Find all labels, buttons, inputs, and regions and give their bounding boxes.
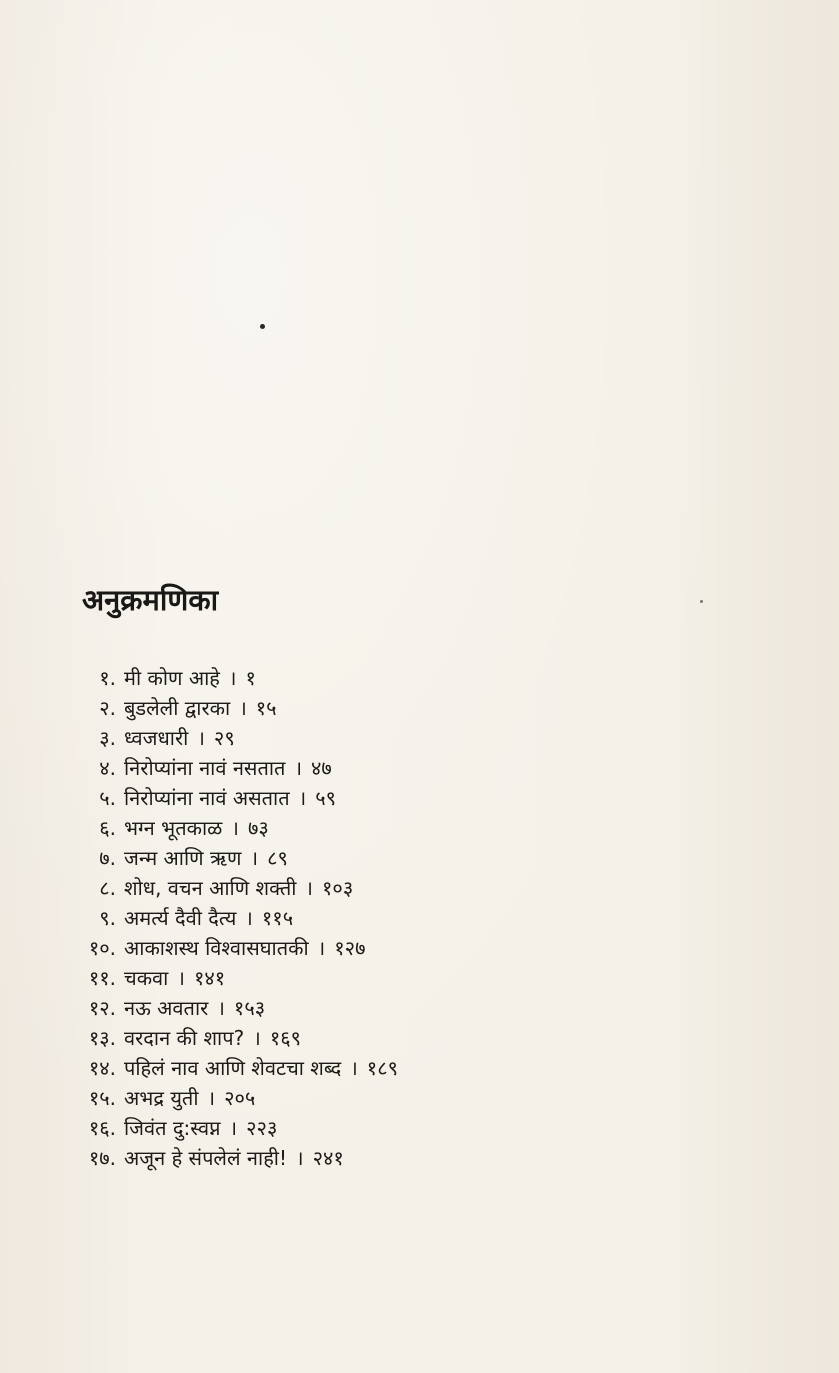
page-number: १२७: [334, 935, 366, 960]
page-number: १: [245, 665, 256, 690]
page-number: १४१: [193, 965, 226, 990]
page-separator: ।: [350, 1055, 358, 1080]
chapter-title: मी कोण आहे: [124, 665, 220, 690]
page-separator: ।: [197, 725, 205, 750]
chapter-number: ५.: [99, 785, 116, 810]
ink-speck: [700, 600, 703, 603]
page-number: १५३: [233, 995, 266, 1020]
contents-entry: [0, 872, 398, 902]
chapter-title: अमर्त्य दैवी दैत्य: [124, 905, 237, 930]
page-number: १८९: [366, 1055, 398, 1080]
page-number: ८९: [267, 845, 288, 870]
contents-entry: [0, 692, 398, 722]
page-number: २०५: [224, 1085, 256, 1110]
page-number: ४७: [311, 755, 332, 780]
contents-entry: [0, 992, 398, 1022]
chapter-title: अजून हे संपलेलं नाही!: [124, 1145, 288, 1170]
chapter-title: आकाशस्थ विश्वासघातकी: [124, 935, 309, 960]
contents-entry: [0, 962, 398, 992]
chapter-title: निरोप्यांना नावं नसतात: [124, 755, 286, 780]
chapter-number: १०.: [88, 935, 116, 960]
page-separator: ।: [239, 695, 247, 720]
contents-entry: [0, 842, 398, 872]
chapter-title: वरदान की शाप?: [124, 1025, 245, 1050]
chapter-number: ४.: [99, 755, 116, 780]
page-separator: ।: [253, 1025, 261, 1050]
chapter-title: चकवा: [124, 965, 169, 990]
chapter-title: पहिलं नाव आणि शेवटचा शब्द: [124, 1055, 342, 1080]
chapter-number: १२.: [88, 995, 116, 1020]
page-number: ५९: [315, 785, 337, 810]
chapter-number: २.: [99, 695, 116, 720]
contents-entry: [0, 662, 398, 692]
page-number: ७३: [247, 815, 269, 840]
page-separator: ।: [317, 935, 326, 960]
ink-speck: [260, 324, 265, 329]
contents-entry: [0, 722, 398, 752]
page-separator: ।: [207, 1085, 216, 1110]
page-separator: ।: [296, 1145, 304, 1170]
page-number: ११५: [261, 905, 294, 930]
chapter-number: ३.: [99, 725, 116, 750]
chapter-title: जिवंत दु:स्वप्न: [124, 1115, 221, 1140]
chapter-number: ६.: [99, 815, 116, 840]
contents-entry: [0, 1142, 398, 1172]
chapter-title: अभद्र युती: [124, 1085, 199, 1110]
page-number: १०३: [322, 875, 354, 900]
contents-entry: [0, 932, 398, 962]
page-number: १६९: [269, 1025, 302, 1050]
contents-entry: [0, 812, 398, 842]
chapter-number: ८.: [99, 875, 116, 900]
contents-entry: [0, 1022, 398, 1052]
contents-list: [0, 662, 398, 1172]
chapter-number: १४.: [88, 1055, 116, 1080]
chapter-title: शोध, वचन आणि शक्ती: [124, 875, 297, 900]
page-separator: ।: [217, 995, 225, 1020]
page-number: २२३: [246, 1115, 278, 1140]
contents-entry: [0, 782, 398, 812]
page-number: २९: [213, 725, 235, 750]
chapter-number: १.: [99, 665, 116, 690]
page-separator: ।: [177, 965, 185, 990]
page-separator: ।: [229, 1115, 238, 1140]
contents-entry: [0, 1082, 398, 1112]
page-separator: ।: [250, 845, 259, 870]
chapter-title: भग्न भूतकाळ: [124, 815, 223, 840]
page-separator: ।: [298, 785, 307, 810]
page-separator: ।: [305, 875, 314, 900]
contents-entry: [0, 902, 398, 932]
chapter-number: ९.: [99, 905, 116, 930]
page-separator: ।: [294, 755, 303, 780]
contents-entry: [0, 1052, 398, 1082]
page-separator: ।: [228, 665, 237, 690]
chapter-number: १५.: [88, 1085, 116, 1110]
page-number: २४१: [312, 1145, 344, 1170]
chapter-number: १३.: [88, 1025, 116, 1050]
chapter-number: १६.: [88, 1115, 116, 1140]
chapter-number: ७.: [99, 845, 116, 870]
contents-entry: [0, 752, 398, 782]
page-separator: ।: [245, 905, 253, 930]
page-number: १५: [255, 695, 277, 720]
chapter-title: बुडलेली द्वारका: [124, 695, 231, 720]
chapter-number: १७.: [88, 1145, 116, 1170]
chapter-title: निरोप्यांना नावं असतात: [124, 785, 290, 810]
chapter-title: नऊ अवतार: [124, 995, 209, 1020]
chapter-title: जन्म आणि ऋण: [124, 845, 242, 870]
contents-heading: अनुक्रमणिका: [82, 583, 219, 617]
page-separator: ।: [231, 815, 239, 840]
contents-entry: [0, 1112, 398, 1142]
chapter-number: ११.: [88, 965, 116, 990]
chapter-title: ध्वजधारी: [124, 725, 189, 750]
